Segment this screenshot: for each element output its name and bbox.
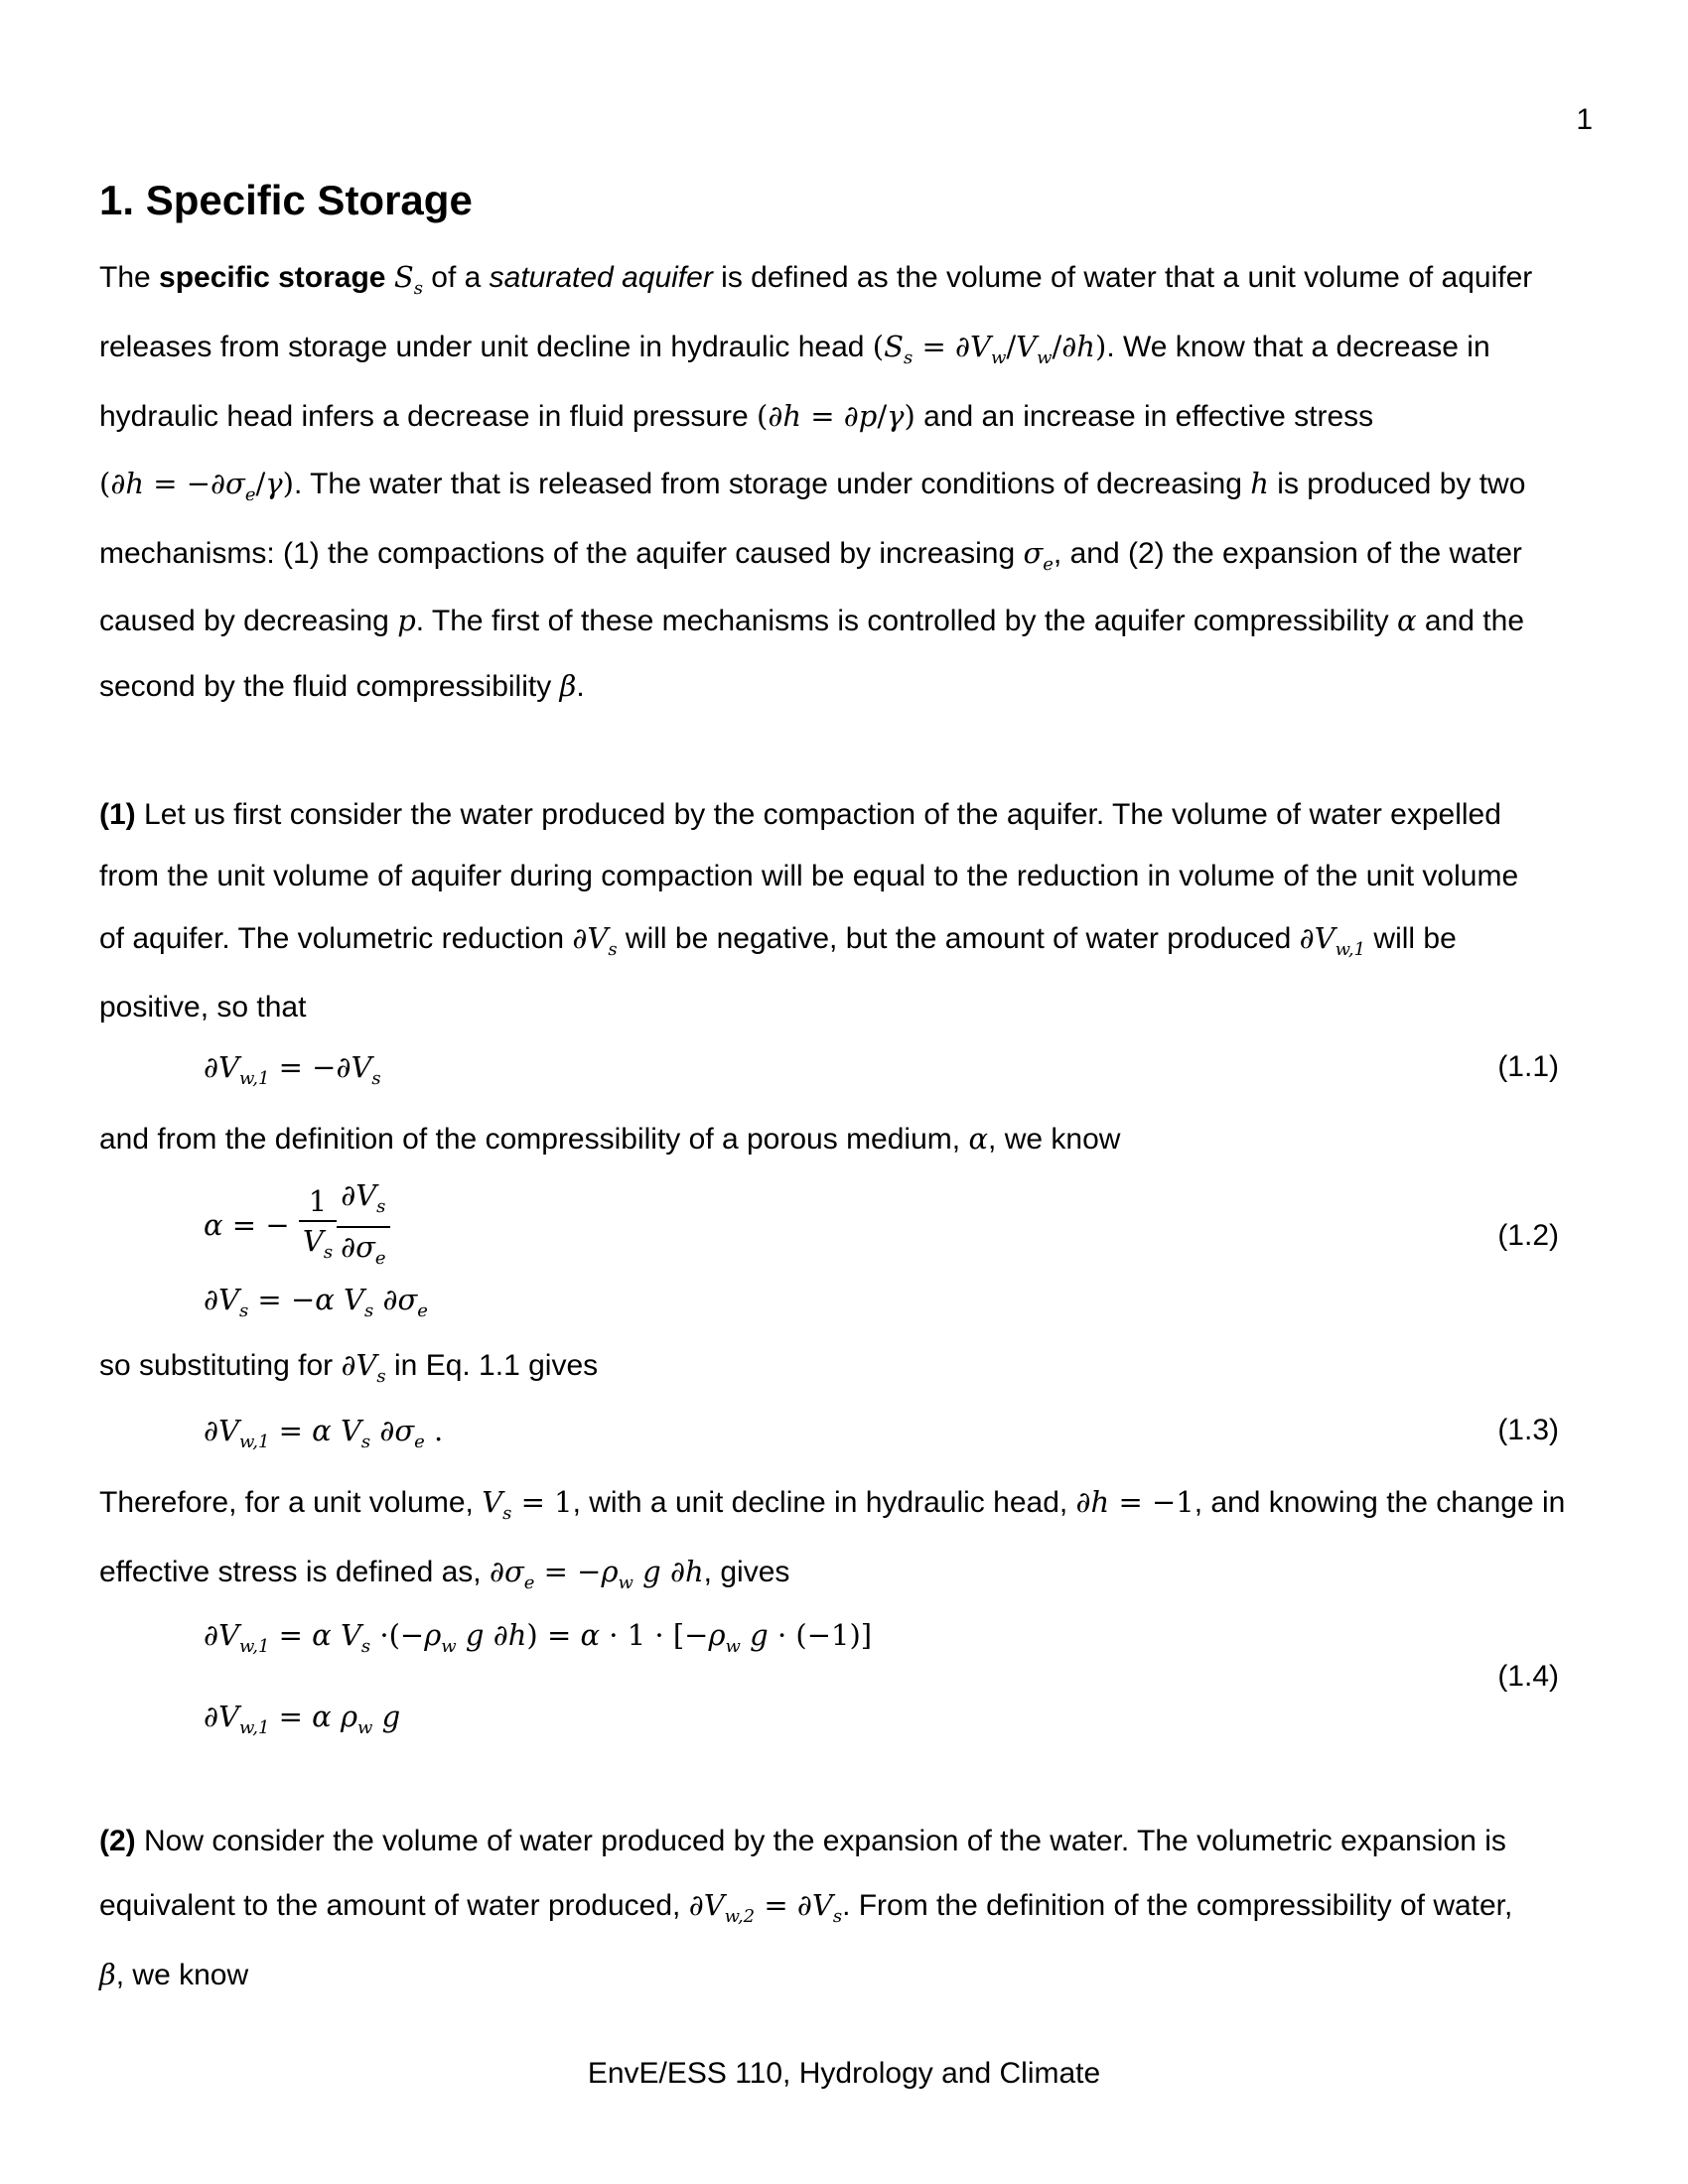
part1-text-compressibility: and from the definition of the compressibility of a porous medium, α, we know [99, 1122, 1121, 1156]
equation-1-2-line-1: α = − $\frac{1}{V_s}$ $\frac{\partial V_s}{\partial\sigma_e}$ [204, 1176, 390, 1278]
equation-1-4-line-2: $\partial V_{w,1} = \alpha$ $\rho_w$ g [204, 1700, 401, 1738]
part2-line-2: equivalent to the amount of water produced, $\partial V_{w,2} = \partial V_s$. From the definition of the compressibility of water, [99, 1888, 1513, 1927]
intro-line-6: caused by decreasing p. The first of these mechanisms is controlled by the aquifer compressibility α and the [99, 604, 1525, 637]
part1-line-3: of aquifer. The volumetric reduction $\partial V_s$ will be negative, but the amount of water produced $\partial V_{w,1}$ will be [99, 921, 1457, 960]
intro-line-7: second by the fluid compressibility β. [99, 669, 585, 703]
part1-text-therefore: Therefore, for a unit volume, $V_s = 1$, with a unit decline in hydraulic head, ∂h = −1, and knowing the change in [99, 1485, 1566, 1524]
equation-number-1-4: (1.4) [1497, 1660, 1559, 1693]
fraction: $\frac{1}{V_s}$ [299, 1182, 337, 1272]
part1-line-2: from the unit volume of aquifer during compaction will be equal to the reduction in volume of the unit volume [99, 860, 1519, 892]
section-title: 1. Specific Storage [99, 177, 473, 223]
equation-1-1: $\partial V_{w,1} = -\partial V_s$ [204, 1050, 381, 1089]
equation-1-4-line-1: $\partial V_{w,1} = \alpha$ $V_s \cdot(-\rho_w$ g $\partial h) = \alpha \cdot 1 \cdot [-\rho_w$ g · (−1)] [204, 1618, 873, 1657]
intro-line-1: The specific storage $S_s$ of a saturated aquifer is defined as the volume of water that a unit volume of aquifer [99, 260, 1533, 299]
equation-number-1-1: (1.1) [1497, 1050, 1559, 1083]
part2-line-1: (2) Now consider the volume of water produced by the expansion of the water. The volumetric expansion is [99, 1825, 1506, 1857]
equation-number-1-3: (1.3) [1497, 1414, 1559, 1446]
part1-line-4: positive, so that [99, 991, 307, 1024]
equation-number-1-2: (1.2) [1497, 1219, 1559, 1252]
intro-line-4: $(\partial h = -\partial\sigma_e/\gamma)$. The water that is released from storage under conditions of decreasing h is produced by two [99, 467, 1526, 505]
intro-line-3: hydraulic head infers a decrease in fluid pressure (∂h = ∂p/γ) and an increase in effective stress [99, 399, 1374, 433]
page-number: 1 [1576, 103, 1593, 136]
equation-1-3: $\partial V_{w,1} = \alpha$ $V_s$ $\partial\sigma_e$ . [204, 1414, 444, 1452]
page-footer: EnvE/ESS 110, Hydrology and Climate [587, 2057, 1101, 2090]
part1-line-1: (1) Let us first consider the water produced by the compaction of the aquifer. The volume of water expelled [99, 798, 1501, 831]
part1-text-substituting: so substituting for $\partial V_s$ in Eq. 1.1 gives [99, 1348, 599, 1387]
equation-1-2-line-2: $\partial V_s = -\alpha$ $V_s$ $\partial\sigma_e$ [204, 1283, 428, 1321]
part2-line-3: β, we know [99, 1958, 249, 1991]
intro-line-5: mechanisms: (1) the compactions of the aquifer caused by increasing $\sigma_e$, and (2) the expansion of the water [99, 536, 1522, 575]
part1-text-effective-stress: effective stress is defined as, $\partial\sigma_e = -\rho_w$ g ∂h, gives [99, 1555, 790, 1593]
fraction: $\frac{\partial V_s}{\partial\sigma_e}$ [337, 1176, 389, 1278]
intro-line-2: releases from storage under unit decline in hydraulic head $(S_s = \partial V_w/V_w/\partial h)$. We know that a decrease in [99, 330, 1490, 368]
